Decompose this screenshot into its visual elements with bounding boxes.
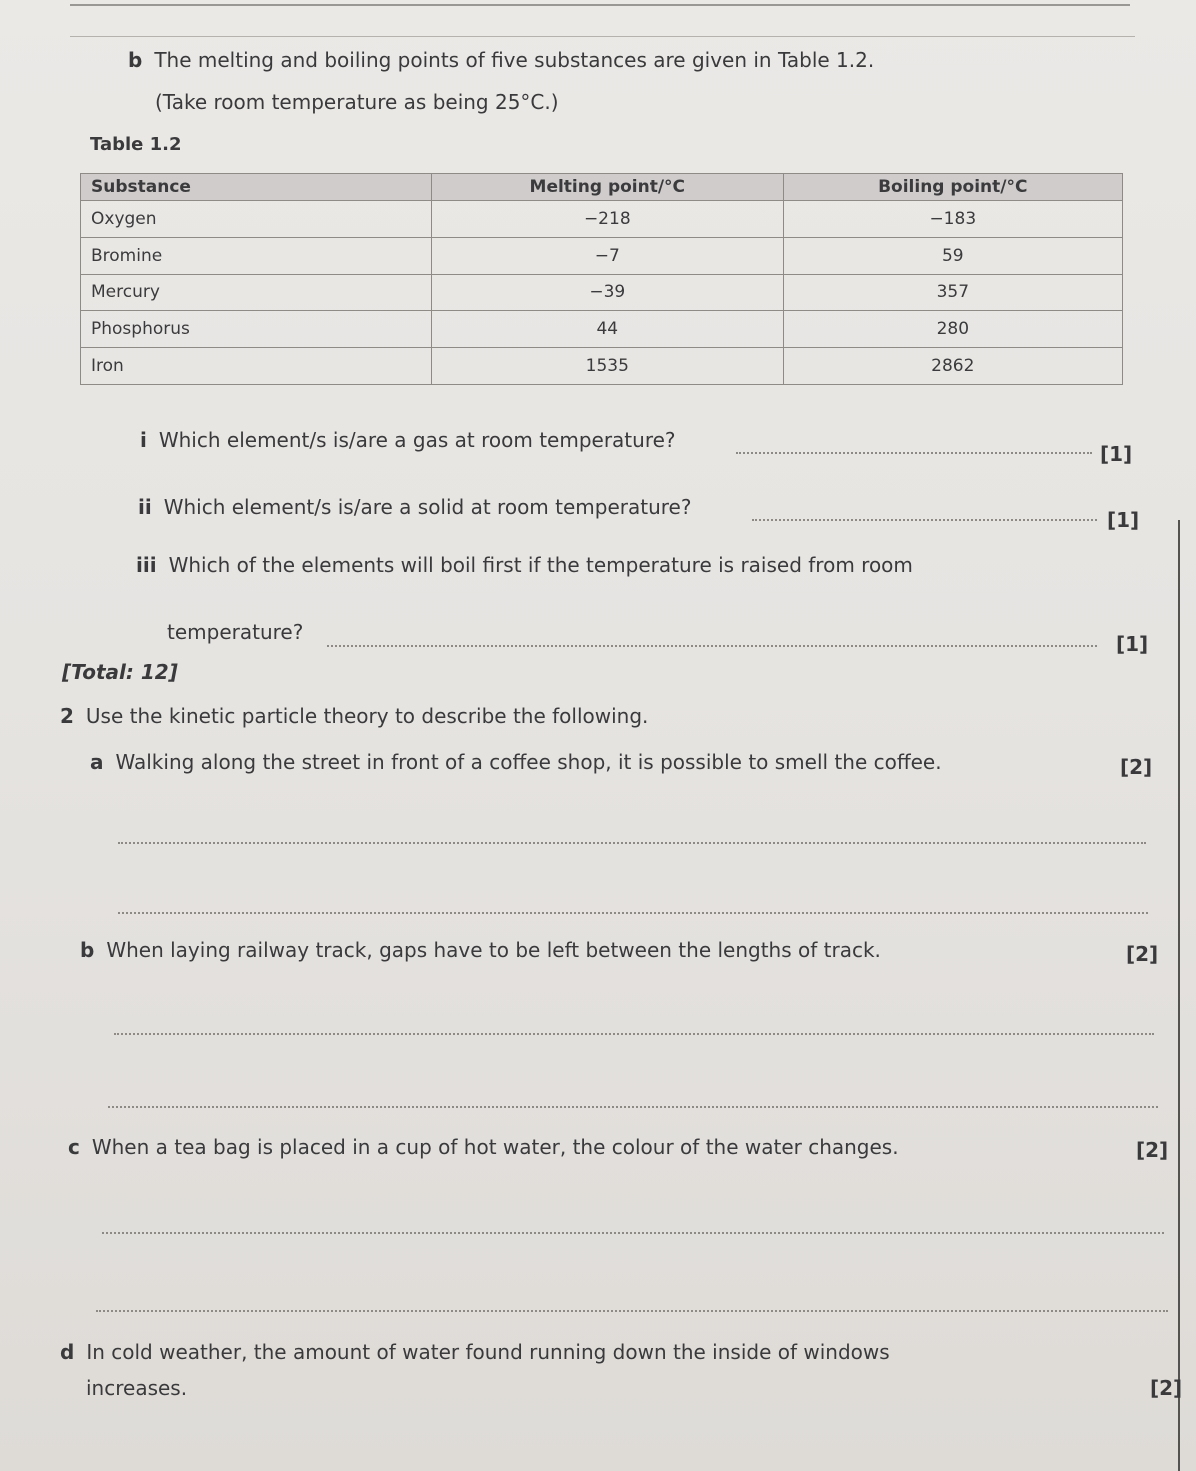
table-row bbox=[81, 274, 1123, 311]
subq-ii-text: Which element/s is/are a solid at room temperature? bbox=[163, 495, 692, 519]
q2d-text: In cold weather, the amount of water found running down the inside of windows bbox=[86, 1340, 890, 1364]
q1b-intro bbox=[128, 48, 874, 72]
cell-boiling: 357 bbox=[783, 274, 1122, 311]
marks-2b: [2] bbox=[1126, 942, 1159, 966]
answer-line-i[interactable] bbox=[736, 452, 1092, 454]
table-row bbox=[81, 237, 1123, 274]
page-edge-shadow bbox=[1178, 520, 1180, 1471]
q2-intro bbox=[60, 704, 648, 728]
header-melting-point: Melting point/°C bbox=[432, 174, 784, 201]
q2d-text-2: increases. bbox=[86, 1376, 188, 1400]
q1b-text: The melting and boiling points of five substances are given in Table 1.2. bbox=[154, 48, 875, 72]
header-boiling-point: Boiling point/°C bbox=[783, 174, 1122, 201]
table-row bbox=[81, 348, 1123, 385]
cell-boiling: 59 bbox=[783, 237, 1122, 274]
cell-boiling: −183 bbox=[783, 201, 1122, 238]
answer-line-2a-2[interactable] bbox=[118, 912, 1148, 914]
subq-i-text: Which element/s is/are a gas at room temperature? bbox=[158, 428, 676, 452]
q2c-label: c bbox=[68, 1135, 80, 1159]
table-header-row bbox=[81, 174, 1123, 201]
subq-iii-label: iii bbox=[136, 553, 157, 577]
marks-i: [1] bbox=[1100, 442, 1133, 466]
subq-ii-label: ii bbox=[138, 495, 152, 519]
table-caption: Table 1.2 bbox=[90, 134, 182, 155]
answer-line-2c-2[interactable] bbox=[96, 1310, 1168, 1312]
answer-line-ii[interactable] bbox=[752, 519, 1097, 521]
q2b-text: When laying railway track, gaps have to be left between the lengths of track. bbox=[106, 938, 881, 962]
table-row bbox=[81, 311, 1123, 348]
cell-melting: −218 bbox=[432, 201, 784, 238]
q2a-text: Walking along the street in front of a coffee shop, it is possible to smell the coffee. bbox=[115, 750, 942, 774]
cell-boiling: 2862 bbox=[783, 348, 1122, 385]
total-marks: [Total: 12] bbox=[62, 660, 178, 684]
subq-i bbox=[140, 428, 676, 452]
subq-iii-text-2: temperature? bbox=[167, 620, 304, 644]
answer-line-2b-1[interactable] bbox=[114, 1033, 1154, 1035]
cell-melting: 1535 bbox=[432, 348, 784, 385]
answer-line-2b-2[interactable] bbox=[108, 1106, 1158, 1108]
table-row bbox=[81, 201, 1123, 238]
subq-iii bbox=[136, 553, 913, 577]
cell-substance: Phosphorus bbox=[81, 311, 432, 348]
header-rule bbox=[70, 36, 1135, 37]
marks-2d: [2] bbox=[1150, 1376, 1183, 1400]
header-substance: Substance bbox=[81, 174, 432, 201]
answer-line-2a-1[interactable] bbox=[118, 842, 1146, 844]
q2c-text: When a tea bag is placed in a cup of hot water, the colour of the water changes. bbox=[91, 1135, 899, 1159]
q1b-label: b bbox=[128, 48, 143, 72]
substances-table bbox=[80, 173, 1123, 385]
top-border-line bbox=[70, 4, 1130, 6]
cell-substance: Mercury bbox=[81, 274, 432, 311]
cell-melting: 44 bbox=[432, 311, 784, 348]
q2d bbox=[60, 1340, 890, 1364]
cell-substance: Iron bbox=[81, 348, 432, 385]
marks-2c: [2] bbox=[1136, 1138, 1169, 1162]
q2-number: 2 bbox=[60, 704, 74, 728]
q2b bbox=[80, 938, 881, 962]
q2a-label: a bbox=[90, 750, 104, 774]
marks-ii: [1] bbox=[1107, 508, 1140, 532]
marks-2a: [2] bbox=[1120, 755, 1153, 779]
cell-substance: Oxygen bbox=[81, 201, 432, 238]
q2c bbox=[68, 1135, 899, 1159]
q1b-note: (Take room temperature as being 25°C.) bbox=[155, 90, 559, 114]
cell-substance: Bromine bbox=[81, 237, 432, 274]
q2a bbox=[90, 750, 942, 774]
subq-iii-text: Which of the elements will boil first if the temperature is raised from room bbox=[168, 553, 913, 577]
answer-line-iii[interactable] bbox=[327, 645, 1097, 647]
marks-iii: [1] bbox=[1116, 632, 1149, 656]
subq-i-label: i bbox=[140, 428, 147, 452]
q2d-label: d bbox=[60, 1340, 75, 1364]
answer-line-2c-1[interactable] bbox=[102, 1232, 1164, 1234]
cell-melting: −39 bbox=[432, 274, 784, 311]
q2b-label: b bbox=[80, 938, 95, 962]
cell-boiling: 280 bbox=[783, 311, 1122, 348]
cell-melting: −7 bbox=[432, 237, 784, 274]
q2-text: Use the kinetic particle theory to describe the following. bbox=[85, 704, 649, 728]
subq-ii bbox=[138, 495, 691, 519]
